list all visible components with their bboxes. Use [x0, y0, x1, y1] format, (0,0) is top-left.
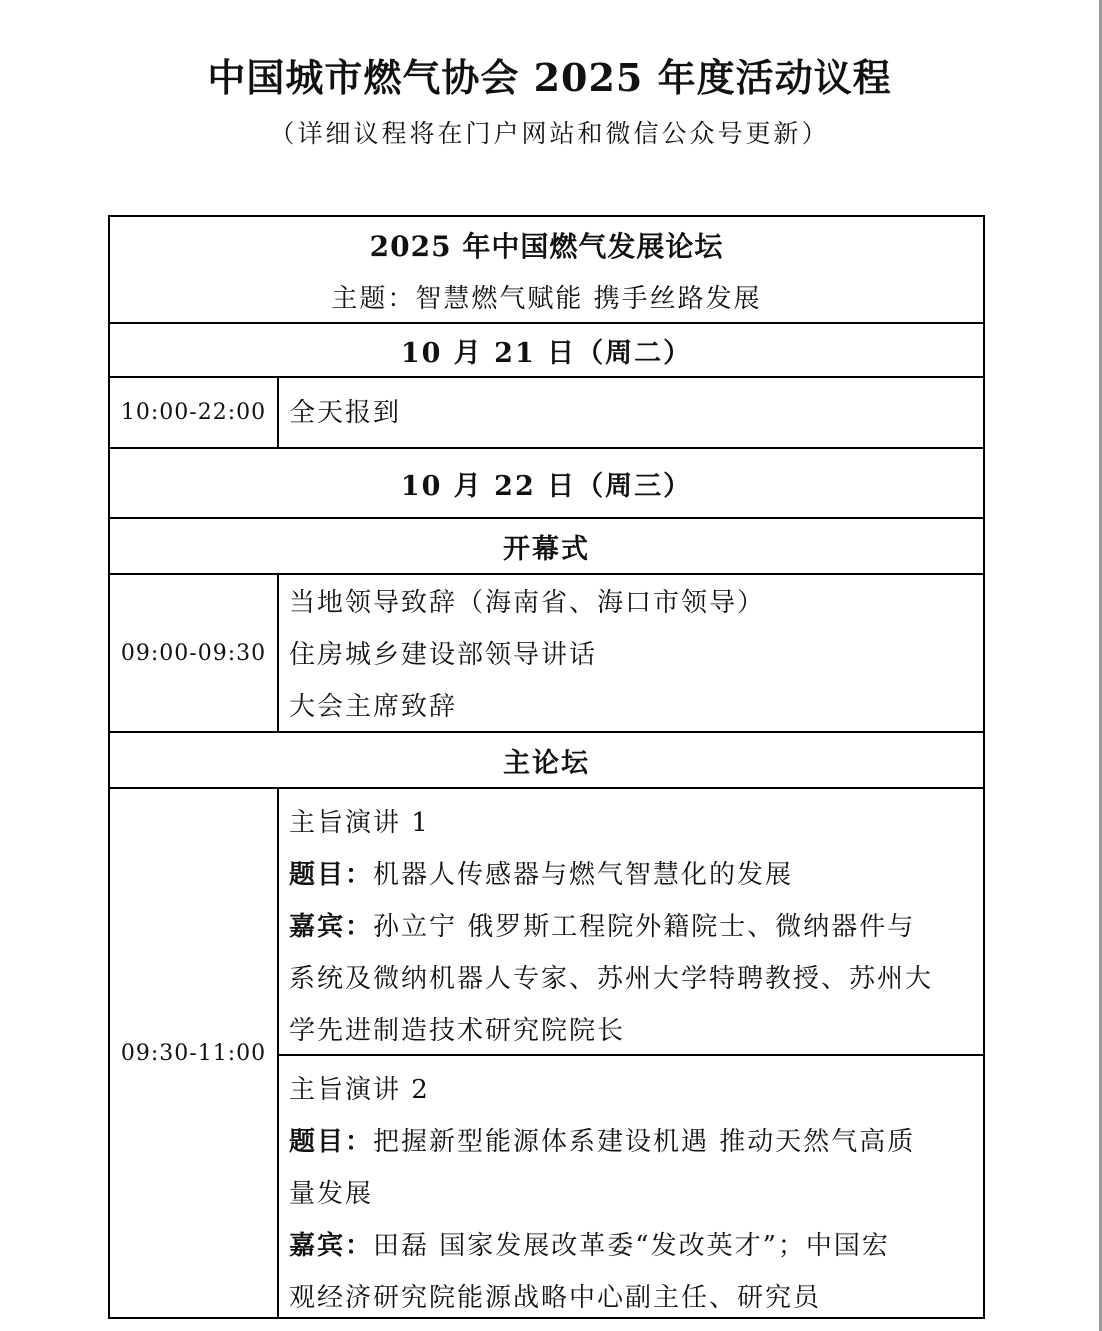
session-item: 当地领导致辞（海南省、海口市领导）: [289, 588, 766, 618]
session-time: 09:30-11:00: [110, 789, 279, 1317]
topic-label: 题目：: [289, 1127, 374, 1157]
keynote-guest: [289, 1220, 975, 1272]
section-name: 主论坛: [503, 747, 590, 779]
topic-text: 机器人传感器与燃气智慧化的发展: [373, 860, 794, 890]
section-header-opening: [110, 519, 983, 575]
guest-text: 孙立宁 俄罗斯工程院外籍院士、微纳器件与: [373, 912, 916, 942]
session-item: 全天报到: [289, 397, 402, 428]
topic-text-continued: 量发展: [289, 1179, 374, 1209]
agenda-row-opening: [110, 575, 983, 733]
guest-text-continued: 学先进制造技术研究院院长: [289, 1016, 626, 1046]
session-content: [279, 575, 983, 731]
session-item: 大会主席致辞: [289, 692, 458, 722]
keynote-2: [279, 1056, 983, 1317]
agenda-table: [108, 215, 985, 1319]
section-header-main-forum: [110, 733, 983, 789]
session-content: [279, 789, 983, 1317]
day-date: 10 月 22 日（周三）: [400, 470, 693, 502]
day-date: 10 月 21 日（周二）: [400, 337, 693, 369]
document-subtitle: （详细议程将在门户网站和微信公众号更新）: [269, 119, 830, 148]
keynote-heading: 主旨演讲 1: [289, 808, 430, 838]
forum-theme: 主题：智慧燃气赋能 携手丝路发展: [331, 284, 762, 314]
guest-label: 嘉宾：: [289, 912, 374, 942]
topic-text: 把握新型能源体系建设机遇 推动天然气高质: [373, 1127, 916, 1157]
guest-label: 嘉宾：: [289, 1231, 374, 1261]
section-name: 开幕式: [503, 533, 590, 565]
session-time: 09:00-09:30: [110, 575, 279, 731]
guest-text-continued: 观经济研究院能源战略中心副主任、研究员: [289, 1283, 822, 1313]
agenda-row-main-forum: [110, 789, 983, 1319]
session-time: 10:00-22:00: [110, 378, 279, 447]
forum-title: 2025 年中国燃气发展论坛: [369, 230, 724, 263]
agenda-row-registration: [110, 378, 983, 449]
forum-header: [110, 217, 983, 324]
topic-label: 题目：: [289, 860, 374, 890]
day-header-oct-22: [110, 449, 983, 519]
keynote-heading: 主旨演讲 2: [289, 1075, 430, 1105]
keynote-1: [279, 789, 983, 1056]
session-item: 住房城乡建设部领导讲话: [289, 640, 598, 670]
session-content: [279, 378, 983, 447]
keynote-topic: [289, 849, 975, 901]
guest-text: 田磊 国家发展改革委“发改英才”；中国宏: [373, 1231, 890, 1261]
keynote-topic: [289, 1116, 975, 1168]
keynote-guest: [289, 901, 975, 953]
document-title: 中国城市燃气协会 2025 年度活动议程: [207, 55, 892, 100]
guest-text-continued: 系统及微纳机器人专家、苏州大学特聘教授、苏州大: [289, 964, 934, 994]
day-header-oct-21: [110, 324, 983, 378]
